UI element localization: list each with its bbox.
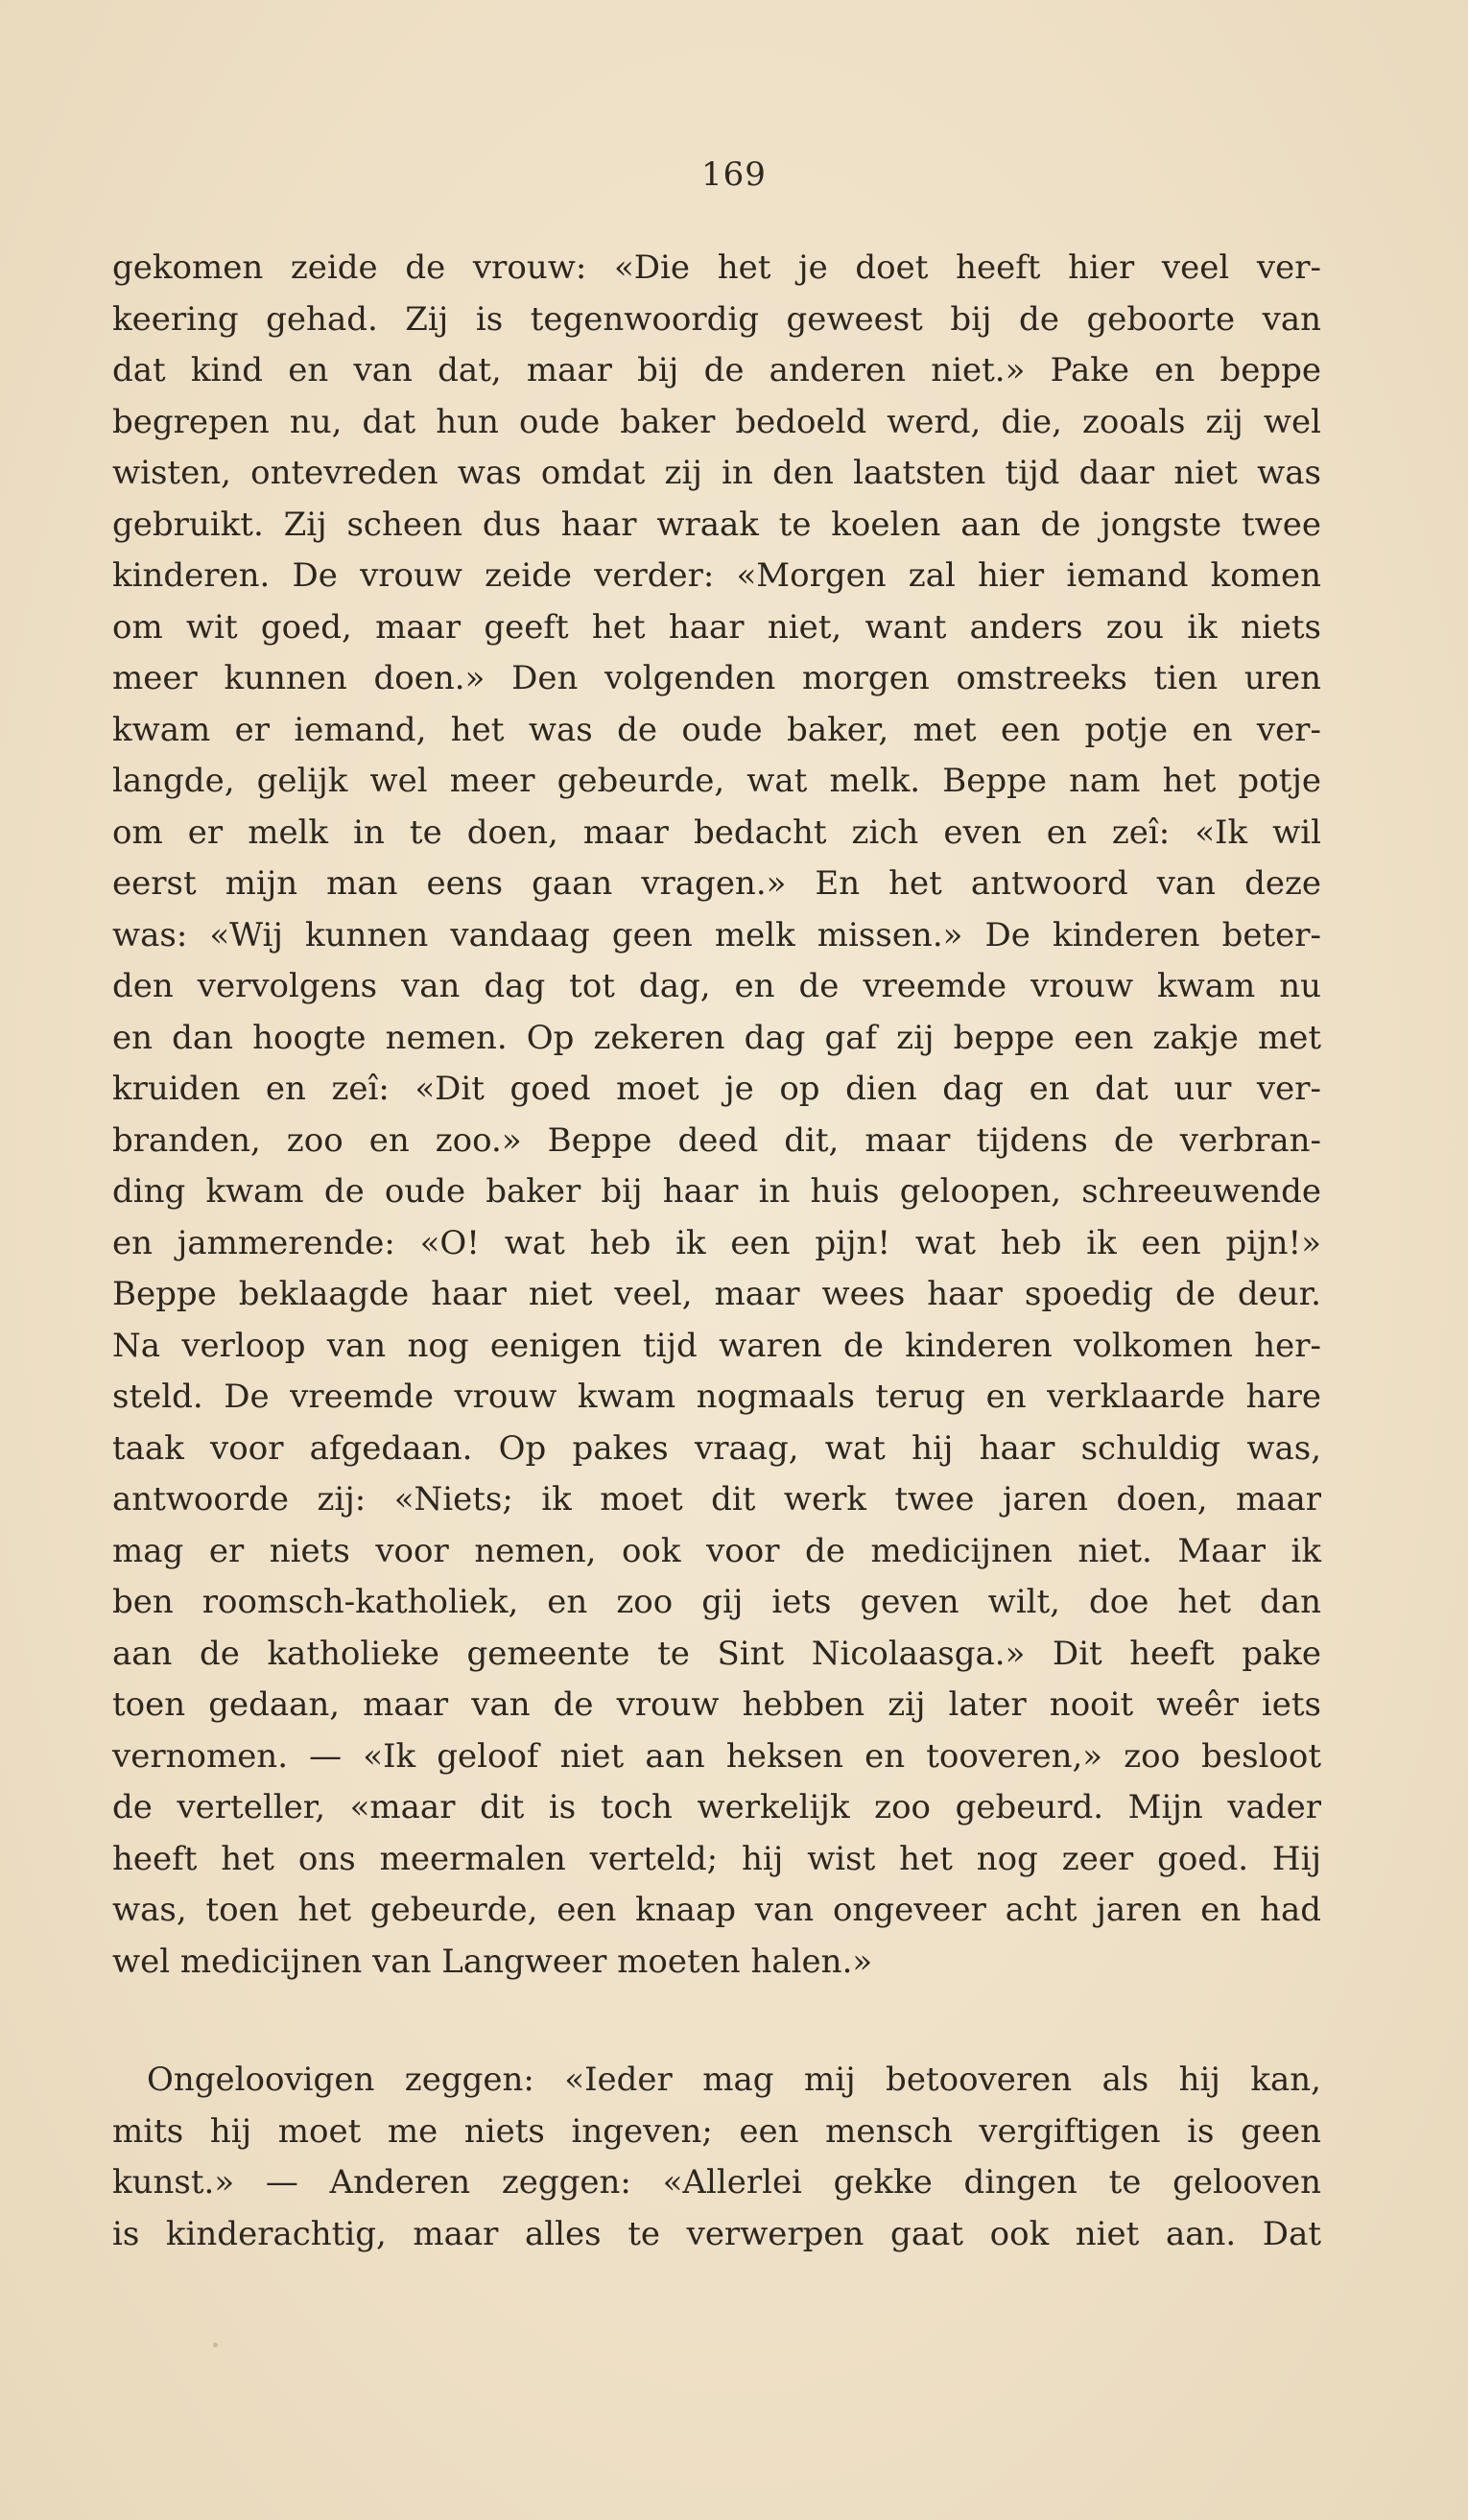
text-line: heeft het ons meermalen verteld; hij wist het nog zeer goed. Hij (112, 1839, 1321, 1878)
text-line: antwoorde zij: «Niets; ik moet dit werk twee jaren doen, maar (112, 1480, 1321, 1519)
text-line: kwam er iemand, het was de oude baker, met een potje en ver- (112, 710, 1321, 749)
text-line: meer kunnen doen.» Den volgenden morgen omstreeks tien uren (112, 659, 1321, 697)
text-line: ben roomsch-katholiek, en zoo gij iets geven wilt, doe het dan (112, 1583, 1321, 1621)
text-line: branden, zoo en zoo.» Beppe deed dit, maar tijdens de verbran- (112, 1120, 1321, 1160)
text-line: kinderen. De vrouw zeide verder: «Morgen zal hier iemand komen (112, 556, 1321, 595)
paragraph-1 (112, 243, 1321, 1988)
text-line: gekomen zeide de vrouw: «Die het je doet heeft hier veel ver- (112, 248, 1321, 287)
text-line: Beppe beklaagde haar niet veel, maar wees haar spoedig de deur. (112, 1275, 1321, 1313)
text-line: kunst.» — Anderen zeggen: «Allerlei gekke dingen te gelooven (112, 2163, 1321, 2202)
text-line: wisten, ontevreden was omdat zij in den laatsten tijd daar niet was (112, 454, 1321, 492)
text-line: en dan hoogte nemen. Op zekeren dag gaf zij beppe een zakje met (112, 1018, 1321, 1057)
text-line: steld. De vreemde vrouw kwam nogmaals terug en verklaarde hare (112, 1378, 1321, 1416)
text-line: keering gehad. Zij is tegenwoordig geweest bij de geboorte van (112, 299, 1321, 339)
text-line: wel medicijnen van Langweer moeten halen.» (112, 1942, 873, 1981)
text-line: langde, gelijk wel meer gebeurde, wat melk. Beppe nam het potje (112, 762, 1321, 800)
text-line: gebruikt. Zij scheen dus haar wraak te koelen aan de jongste twee (112, 505, 1321, 544)
text-line: Na verloop van nog eenigen tijd waren de kinderen volkomen her- (112, 1326, 1321, 1365)
text-line: Ongeloovigen zeggen: «Ieder mag mij betooveren als hij kan, (147, 2061, 1321, 2099)
text-line: vernomen. — «Ik geloof niet aan heksen en tooveren,» zoo besloot (112, 1736, 1321, 1776)
text-line: is kinderachtig, maar alles te verwerpen gaat ook niet aan. Dat (112, 2214, 1321, 2253)
text-line: begrepen nu, dat hun oude baker bedoeld werd, die, zooals zij wel (112, 402, 1321, 441)
text-line: was, toen het gebeurde, een knaap van ongeveer acht jaren en had (112, 1891, 1321, 1929)
page-number: 169 (701, 155, 767, 194)
text-line: mag er niets voor nemen, ook voor de medicijnen niet. Maar ik (112, 1531, 1321, 1570)
text-line: toen gedaan, maar van de vrouw hebben zij later nooit weêr iets (112, 1685, 1321, 1724)
text-line: om wit goed, maar geeft het haar niet, want anders zou ik niets (112, 607, 1321, 647)
text-line: de verteller, «maar dit is toch werkelijk zoo gebeurd. Mijn vader (112, 1788, 1321, 1826)
paper-speck (213, 2343, 218, 2347)
text-line: aan de katholieke gemeente te Sint Nicolaasga.» Dit heeft pake (112, 1634, 1321, 1673)
text-line: was: «Wij kunnen vandaag geen melk missen.» De kinderen beter- (112, 915, 1321, 954)
text-line: en jammerende: «O! wat heb ik een pijn! wat heb ik een pijn!» (112, 1223, 1321, 1262)
text-line: om er melk in te doen, maar bedacht zich even en zeî: «Ik wil (112, 813, 1321, 852)
text-line: kruiden en zeî: «Dit goed moet je op dien dag en dat uur ver- (112, 1070, 1321, 1108)
text-line: ding kwam de oude baker bij haar in huis geloopen, schreeuwende (112, 1172, 1321, 1211)
text-line: eerst mijn man eens gaan vragen.» En het antwoord van deze (112, 864, 1321, 903)
text-line: dat kind en van dat, maar bij de anderen niet.» Pake en beppe (112, 351, 1321, 389)
text-line: mits hij moet me niets ingeven; een mensch vergiftigen is geen (112, 2111, 1321, 2151)
text-line: den vervolgens van dag tot dag, en de vreemde vrouw kwam nu (112, 967, 1321, 1005)
paragraph-2 (112, 2055, 1321, 2260)
text-line: taak voor afgedaan. Op pakes vraag, wat hij haar schuldig was, (112, 1428, 1321, 1468)
